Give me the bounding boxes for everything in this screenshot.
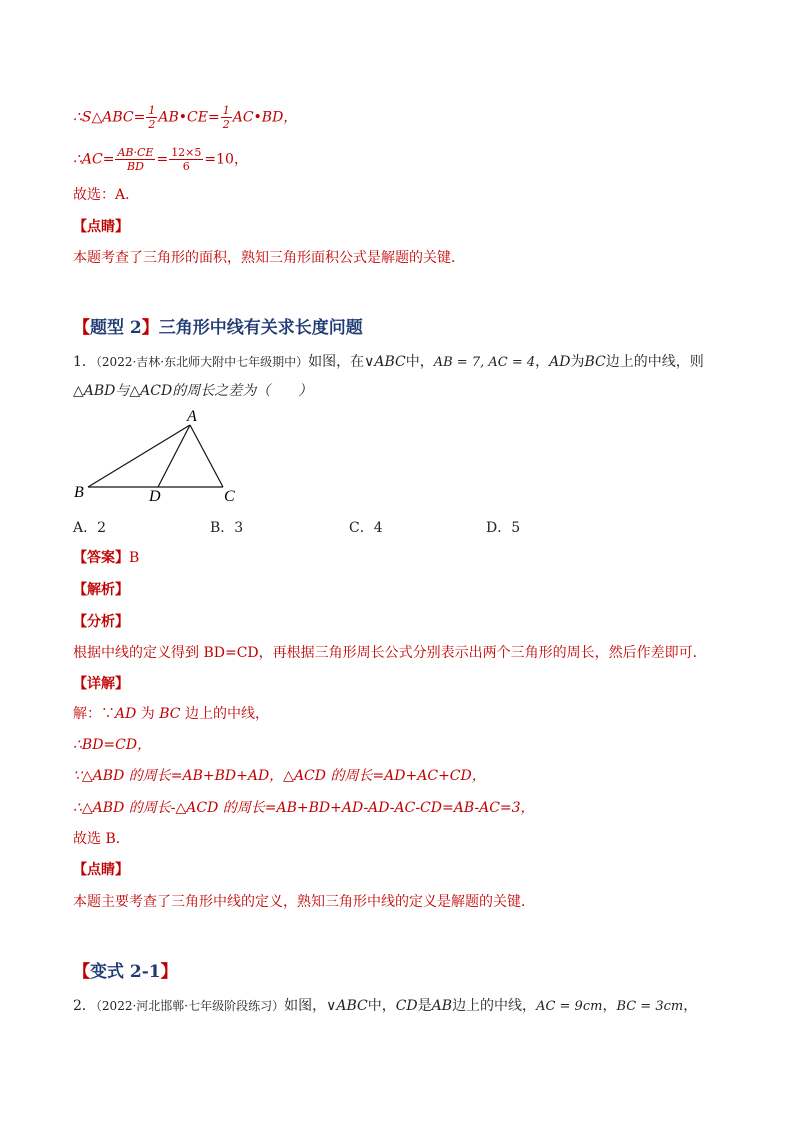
variant-heading: 【变式 2-1】 [73, 962, 178, 982]
label-c: C [224, 488, 235, 505]
triangle-figure [70, 405, 250, 505]
side-ac [190, 425, 223, 487]
fraction-abce-bd: $\frac{AB\cdot CE}{BD}$ [117, 146, 154, 173]
prev-comment-text: 本题考查了三角形的面积，熟知三角形面积公式是解题的关键． [73, 250, 465, 266]
label-d: D [149, 488, 161, 505]
fraction-half-1: $\frac{1}{2}$ [148, 104, 156, 131]
fenxi-label: 【分析】 [73, 614, 129, 630]
option-c: C．4 [349, 520, 383, 536]
fraction-half-2: $\frac{1}{2}$ [222, 104, 230, 131]
detail-label: 【详解】 [73, 676, 129, 692]
section-heading: 【题型 2】三角形中线有关求长度问题 [73, 318, 363, 338]
detail-line4: ∴△ABD 的周长-△ACD 的周长=AB+BD+AD-AD-AC-CD=AB-AC=3， [73, 800, 535, 816]
side-ab [88, 425, 190, 487]
detail-line1: 解：∵AD 为 BC 边上的中线， [73, 706, 269, 722]
answer-line: 【答案】B [73, 550, 140, 566]
area-suffix: AC•BD， [232, 109, 298, 126]
ac-prefix: ∴AC= [73, 151, 115, 168]
prev-choose: 故选：A． [73, 187, 140, 203]
fraction-12x5-6: $\frac{12\times 5}{6}$ [171, 146, 202, 173]
detail-line2: ∴BD=CD， [73, 737, 152, 753]
area-formula-line [73, 104, 297, 131]
q2-stem-line1: 2．（2022·河北邯郸·七年级阶段练习）如图，∨ABC中，CD是AB边上的中线，AC = 9cm，BC = 3cm， [73, 998, 698, 1014]
label-b: B [74, 484, 84, 501]
q1-comment-label: 【点睛】 [73, 862, 129, 878]
detail-line3: ∵△ABD 的周长=AB+BD+AD，△ACD 的周长=AD+AC+CD， [73, 768, 486, 784]
analysis-label: 【解析】 [73, 582, 129, 598]
ac-calc-line [73, 146, 248, 173]
q1-stem-line1: 1．（2022·吉林·东北师大附中七年级期中）如图，在∨ABC中，AB = 7, AC = 4，AD为BC边上的中线，则 [73, 354, 704, 370]
area-mid: AB•CE= [158, 109, 220, 126]
detail-line5: 故选 B． [73, 831, 130, 847]
ac-suffix: =10， [204, 151, 248, 168]
fenxi-text: 根据中线的定义得到 BD=CD，再根据三角形周长公式分别表示出两个三角形的周长，然后作差即可． [73, 645, 707, 661]
prev-comment-label: 【点睛】 [73, 219, 129, 235]
option-b: B．3 [210, 520, 244, 536]
q1-comment-text: 本题主要考查了三角形中线的定义，熟知三角形中线的定义是解题的关键． [73, 894, 535, 910]
area-prefix: ∴S△ABC= [73, 109, 146, 126]
equals: = [156, 151, 169, 168]
option-a: A．2 [73, 520, 107, 536]
option-d: D．5 [486, 520, 521, 536]
q1-stem-line2: △ABD与△ACD的周长之差为（ ） [73, 383, 313, 399]
label-a: A [187, 408, 197, 425]
